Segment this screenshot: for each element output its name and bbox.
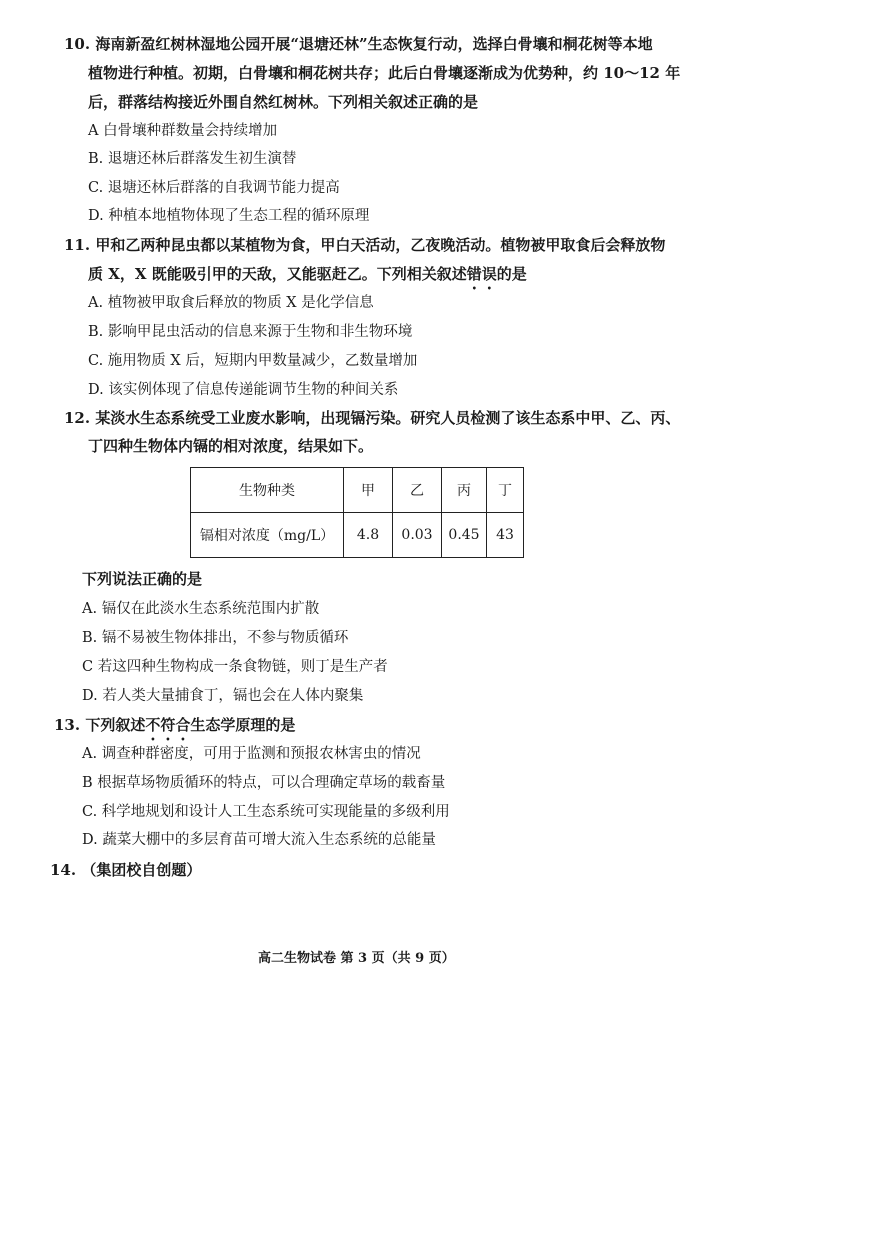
q11-emphasis: 错误 (466, 265, 497, 283)
table-header-cell: 丙 (442, 468, 487, 513)
table-row (191, 513, 524, 558)
table-header-cell: 丁 (487, 468, 524, 513)
table-cell: 镉相对浓度（mg/L） (191, 513, 344, 558)
q11-option-d: D. 该实例体现了信息传递能调节生物的种间关系 (88, 382, 399, 398)
q12-prompt: 下列说法正确的是 (82, 570, 203, 588)
q11-number: 11. (64, 236, 91, 254)
table-header-cell: 甲 (344, 468, 393, 513)
table-cell: 43 (487, 513, 524, 558)
q12-option-a: A. 镉仅在此淡水生态系统范围内扩散 (82, 601, 320, 617)
q10-option-b: B. 退塘还林后群落发生初生演替 (88, 151, 297, 167)
q13-emphasis: 不符合 (145, 716, 191, 734)
q10-stem-line-2: 植物进行种植。初期，白骨壤和桐花树共存；此后白骨壤逐渐成为优势种，约 10～12 年 (88, 64, 681, 82)
q12-option-d: D. 若人类大量捕食丁，镉也会在人体内聚集 (82, 688, 364, 704)
q12-stem-text-1: 某淡水生态系统受工业废水影响，出现镉污染。研究人员检测了该生态系中甲、乙、丙、 (95, 409, 681, 427)
q10-option-c: C. 退塘还林后群落的自我调节能力提高 (88, 180, 340, 196)
table-header-row (191, 468, 524, 513)
q10-stem-text-1: 海南新盈红树林湿地公园开展“退塘还林”生态恢复行动，选择白骨壤和桐花树等本地 (95, 35, 653, 53)
q12-stem-line-2: 丁四种生物体内镉的相对浓度，结果如下。 (88, 437, 374, 455)
q11-stem-line-1 (64, 235, 665, 255)
q14-number: 14. (50, 861, 77, 879)
q12-number: 12. (64, 409, 91, 427)
table-header-cell: 乙 (393, 468, 442, 513)
page-footer: 高二生物试卷 第 3 页（共 9 页） (258, 951, 455, 966)
q13-number: 13. (54, 716, 81, 734)
q11-stem-tail: 的是 (496, 265, 527, 283)
q13-option-c: C. 科学地规划和设计人工生态系统可实现能量的多级利用 (82, 804, 450, 820)
table-cell: 0.03 (393, 513, 442, 558)
q10-number: 10. (64, 35, 91, 53)
q13-option-a: A. 调查种群密度，可用于监测和预报农林害虫的情况 (82, 746, 421, 762)
q11-stem-text-1: 甲和乙两种昆虫都以某植物为食，甲白天活动，乙夜晚活动。植物被甲取食后会释放物 (95, 236, 666, 254)
q10-option-d: D. 种植本地植物体现了生态工程的循环原理 (88, 208, 370, 224)
q11-stem-text-2: 质 X，X 既能吸引甲的天敌，又能驱赶乙。下列相关叙述 (88, 265, 467, 283)
q13-stem-head: 下列叙述 (85, 716, 146, 734)
q11-option-b: B. 影响甲昆虫活动的信息来源于生物和非生物环境 (88, 324, 413, 340)
table-cell: 0.45 (442, 513, 487, 558)
q12-option-b: B. 镉不易被生物体排出，不参与物质循环 (82, 630, 349, 646)
table-header-cell: 生物种类 (191, 468, 344, 513)
q14-stem (50, 860, 201, 880)
q10-option-a: A 白骨壤种群数量会持续增加 (88, 123, 278, 139)
q12-option-c: C 若这四种生物构成一条食物链，则丁是生产者 (82, 659, 388, 675)
q13-stem-tail: 生态学原理的是 (190, 716, 296, 734)
q13-stem (54, 715, 295, 744)
q12-stem-line-1 (64, 408, 680, 428)
q10-stem-line-3: 后，群落结构接近外围自然红树林。下列相关叙述正确的是 (88, 93, 479, 111)
q10-stem-line-1 (64, 34, 653, 54)
cadmium-table (190, 467, 524, 558)
q13-option-d: D. 蔬菜大棚中的多层育苗可增大流入生态系统的总能量 (82, 832, 436, 848)
q13-option-b: B 根据草场物质循环的特点，可以合理确定草场的载畜量 (82, 775, 446, 791)
q11-stem-line-2 (88, 264, 527, 293)
q11-option-c: C. 施用物质 X 后，短期内甲数量减少，乙数量增加 (88, 353, 418, 369)
q11-option-a: A. 植物被甲取食后释放的物质 X 是化学信息 (88, 295, 374, 311)
q14-text: （集团校自创题） (81, 861, 202, 879)
table-cell: 4.8 (344, 513, 393, 558)
